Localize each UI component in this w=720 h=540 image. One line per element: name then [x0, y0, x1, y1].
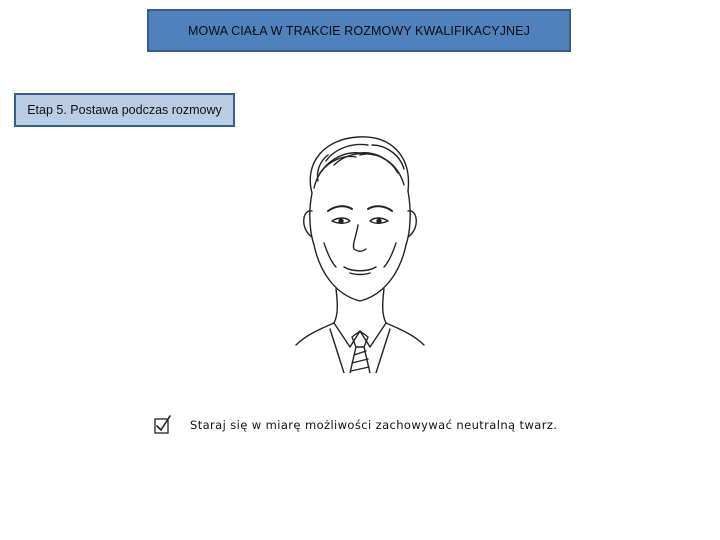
- stage-label: Etap 5. Postawa podczas rozmowy: [27, 103, 222, 117]
- bullet-text: Staraj się w miarę możliwości zachowywać neutralną twarz.: [190, 418, 558, 432]
- checkbox-checked-icon: [154, 415, 172, 435]
- stage-label-box: [14, 93, 235, 127]
- slide-title-box: [147, 9, 571, 52]
- bullet-list-item: [154, 412, 557, 438]
- slide-title: MOWA CIAŁA W TRAKCIE ROZMOWY KWALIFIKACYJNEJ: [188, 23, 530, 38]
- man-face-sketch-icon: [290, 133, 430, 373]
